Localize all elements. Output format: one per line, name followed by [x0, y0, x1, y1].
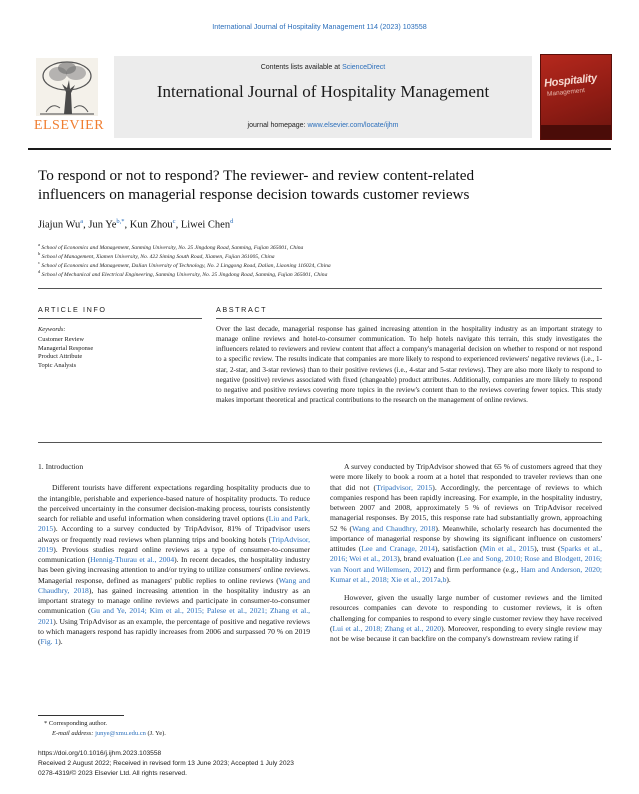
paragraph: [38, 483, 310, 647]
sciencedirect-link[interactable]: ScienceDirect: [342, 64, 386, 71]
affil-sup: a: [38, 242, 40, 247]
elsevier-logo: [28, 56, 106, 138]
keyword-item: Managerial Response: [38, 344, 94, 352]
email-note: [52, 730, 166, 737]
keywords-label: Keywords:: [38, 326, 66, 333]
affil-text: School of Economics and Management, Sanming University, No. 25 Jingdong Road, Sanming, Fujian 365001, China: [41, 244, 304, 251]
email-label: E-mail address:: [52, 730, 96, 737]
affiliation: [38, 251, 275, 260]
left-column: [38, 462, 310, 655]
affil-text: School of Economics and Management, Dalian University of Technology, No. 2 Linggong Road, Dalian, Liaoning 116024, China: [41, 262, 331, 269]
contents-prefix: Contents lists available at: [260, 64, 343, 71]
contents-line: [114, 64, 532, 71]
body-text: ), brand evaluation (: [397, 554, 460, 564]
abstract-heading: ABSTRACT: [216, 305, 268, 314]
author-list: Jiajun Wu$^a$, Jun $Ye^{b,*}$, Kun Zhou$^c$, Liwei Chen$^d$: [38, 218, 234, 231]
citation-link[interactable]: Tripadvisor, 2015: [376, 482, 433, 492]
body-text: ), has gained increasing attention in the hospitality industry as an important strategy to manage online reviews and participate in consumer-to-consumer communication (: [38, 585, 310, 616]
paragraph: [330, 462, 602, 585]
abstract-text: Over the last decade, managerial response has gained increasing attention in the hospitality industry as an important strategy to manage online reviews and hotel-to-consumer communication. To help hotels navigate this terrain, this study investigates the influencers related to reviewers and review content that affect a company's managerial decision on whether to respond or not respond to a specific review. The results indicate that companies are more likely to respond to experienced reviewers' negative reviews (i.e., 1-star, 2-star, and 3-star reviews) than to their positive reviews (i.e., 4-star and 5-star reviews). They are also more likely to respond to negative (positive) reviews associated with fixed (changeable) product attributes. Additionally, companies are more likely to respond to negative and positive reviews covering more topics in the review's content than to the reviews covering fewer topics. This study makes important theoretical and practical contributions to the research on the management of online reviews.: [216, 325, 602, 405]
citation-link[interactable]: Wang and Chaudhry, 2018: [351, 523, 436, 533]
title-line-1: To respond or not to respond? The reviewer- and review content-related: [38, 167, 475, 184]
masthead: [28, 56, 611, 142]
received-dates: Received 2 August 2022; Received in revised form 13 June 2023; Accepted 1 July 2023: [38, 760, 294, 767]
paragraph: [330, 593, 602, 644]
citation-link[interactable]: TripAdvisor, 2019: [38, 534, 310, 554]
citation-link[interactable]: Sparks et al., 2016; Wei et al., 2013: [330, 544, 602, 564]
elsevier-tree-icon: [36, 58, 98, 116]
citation-link[interactable]: Liu and Park, 2015: [38, 514, 310, 534]
header-divider: [28, 148, 611, 150]
affiliation: [38, 260, 331, 269]
body-text: Different tourists have different expectations regarding hospitality products due to the intangible, perishable and experience-based nature of hospitality products. To reduce the perceived uncertainty in the consumer decision-making process, tourists consistently search for reliable and useful information when considering travel options (: [38, 483, 310, 523]
citation-link[interactable]: Min et al., 2015: [482, 544, 535, 553]
body-text: ), satisfaction (: [434, 544, 483, 553]
journal-cover-image: [540, 54, 612, 140]
section-heading-introduction: 1. Introduction: [38, 462, 84, 471]
citation-link[interactable]: Lui et al., 2018; Zhang et al., 2020: [332, 623, 442, 633]
citation-link[interactable]: Fig. 1: [40, 637, 59, 646]
journal-banner: [114, 56, 532, 138]
keywords-list: [38, 336, 93, 370]
article-title: [38, 166, 598, 204]
affil-text: School of Management, Xiamen University, No. 422 Siming South Road, Xiamen, Fujian 361005, China: [41, 253, 275, 260]
affil-sup: d: [38, 269, 41, 274]
footnote-rule: [38, 715, 124, 716]
citation-link[interactable]: Ham and Anderson, 2020; Kumar et al., 2018; Xie et al., 2017a,b: [330, 564, 602, 584]
body-text: A survey conducted by TripAdvisor showed that 65 % of customers agreed that they were more likely to book a room at a hotel that responded to traveler reviews than one that did not (: [330, 462, 602, 492]
body-text: ). Accordingly, the percentage of reviews to which companies respond has been rapidly increasing. For example, in the hospitality industry, between 2007 and 2008, approximately 5 % of reviews on TripAdvisor received managerial responses. By 2015, this response rate had substantially grown, approaching 52 % (: [330, 482, 602, 533]
author-affil-sup[interactable]: d: [230, 218, 234, 225]
email-link[interactable]: junye@xmu.edu.cn: [95, 730, 146, 737]
keyword-item: Customer Review: [38, 336, 84, 343]
homepage-link[interactable]: www.elsevier.com/locate/ijhm: [307, 122, 399, 129]
journal-citation-line[interactable]: International Journal of Hospitality Management 114 (2023) 103558: [212, 22, 427, 31]
citation-link[interactable]: Wang and Chaudhry, 2018: [38, 575, 311, 595]
corresponding-author-note: * Corresponding author.: [44, 720, 108, 727]
body-text: However, given the usually large number of customer reviews and the limited resources companies can devote to responding to customer reviews, it is often challenging for companies to respond to every single customer review they have received (: [330, 593, 603, 633]
keyword-item: Product Attribute: [38, 353, 83, 361]
cover-title: Hospitality: [543, 72, 598, 90]
author-name[interactable]: Jun Ye: [88, 219, 117, 231]
body-text: ). Using TripAdvisor as an example, the percentage of positive and negative reviews to which managers respond has rapidly increases from 2006 and surpassed 70 % on 2019 (: [38, 616, 310, 646]
citation-link[interactable]: Lee and Cranage, 2014: [361, 544, 435, 553]
doi-link[interactable]: https://doi.org/10.1016/j.ijhm.2023.103558: [38, 750, 162, 757]
homepage-prefix: journal homepage:: [247, 122, 308, 129]
right-column: [330, 462, 602, 652]
body-text: ). Previous studies regard online reviews as a type of consumer-to-consumer communication (: [38, 544, 310, 564]
cover-strip: [541, 125, 611, 139]
author-name[interactable]: Jiajun Wu: [38, 219, 81, 231]
citation-link[interactable]: Gu and Ye, 2014; Kim et al., 2015; Palese et al., 2021; Zhang et al., 2021: [38, 606, 311, 626]
body-text: ). According to a survey conducted by TripAdvisor, 81% of Tripadvisor users always or frequently read reviews when planning trips and booking hotels (: [38, 524, 310, 544]
author-affil-sup[interactable]: b,*: [116, 218, 125, 225]
copyright-line: 0278-4319/© 2023 Elsevier Ltd. All rights reserved.: [38, 770, 187, 777]
author-name[interactable]: Kun Zhou: [129, 219, 173, 231]
article-info-rule: [38, 318, 202, 319]
body-text: ). Meanwhile, scholarly research has documented the importance of managerial response by showing its significant influence on customers' attitudes (: [330, 523, 603, 553]
article-info-heading: ARTICLE INFO: [38, 305, 107, 314]
author-name[interactable]: Liwei Chen: [180, 219, 231, 231]
affil-sup: b: [38, 251, 41, 256]
cover-subtitle: Management: [546, 87, 586, 98]
affiliation: [38, 242, 303, 251]
author-affil-sup[interactable]: c: [172, 218, 176, 225]
abstract-rule: [216, 318, 602, 319]
citation-link[interactable]: Hennig-Thurau et al., 2004: [90, 555, 175, 564]
journal-title: International Journal of Hospitality Management: [156, 82, 490, 101]
email-suffix: (J. Ye).: [145, 730, 166, 737]
body-text: ), trust (: [534, 544, 561, 553]
keyword-item: Topic Analysis: [38, 361, 77, 369]
citation-link[interactable]: Lee and Song, 2010; Rose and Blodgett, 2016; van Noort and Willemsen, 2012: [330, 554, 602, 574]
affiliation-divider: [38, 288, 602, 289]
body-text: ).: [58, 637, 63, 646]
body-divider: [38, 442, 602, 443]
affiliation: [38, 269, 327, 278]
affil-sup: c: [38, 260, 40, 265]
body-text: ).: [446, 574, 451, 584]
body-text: ). Moreover, responding to every single review may not be wise because it can backfire on the company's downstream review rating if: [330, 623, 602, 643]
body-text: ) and firm performance (e.g.,: [428, 564, 521, 574]
title-line-2: influencers on managerial response decision towards customer reviews: [38, 186, 470, 203]
affil-text: School of Mechanical and Electrical Engineering, Sanming University, No. 25 Jingdong Road, Sanming, Fujian 365001, China: [41, 271, 328, 278]
publisher-wordmark: ELSEVIER: [33, 118, 105, 133]
author-affil-sup[interactable]: a: [80, 218, 84, 225]
body-text: ). In recent decades, the hospitality industry has been giving increasing attention to and/or trying to utilize consumers' online reviews. Managerial response, defined as managers' public replies to online reviews (: [38, 555, 310, 585]
homepage-line: [114, 122, 532, 129]
